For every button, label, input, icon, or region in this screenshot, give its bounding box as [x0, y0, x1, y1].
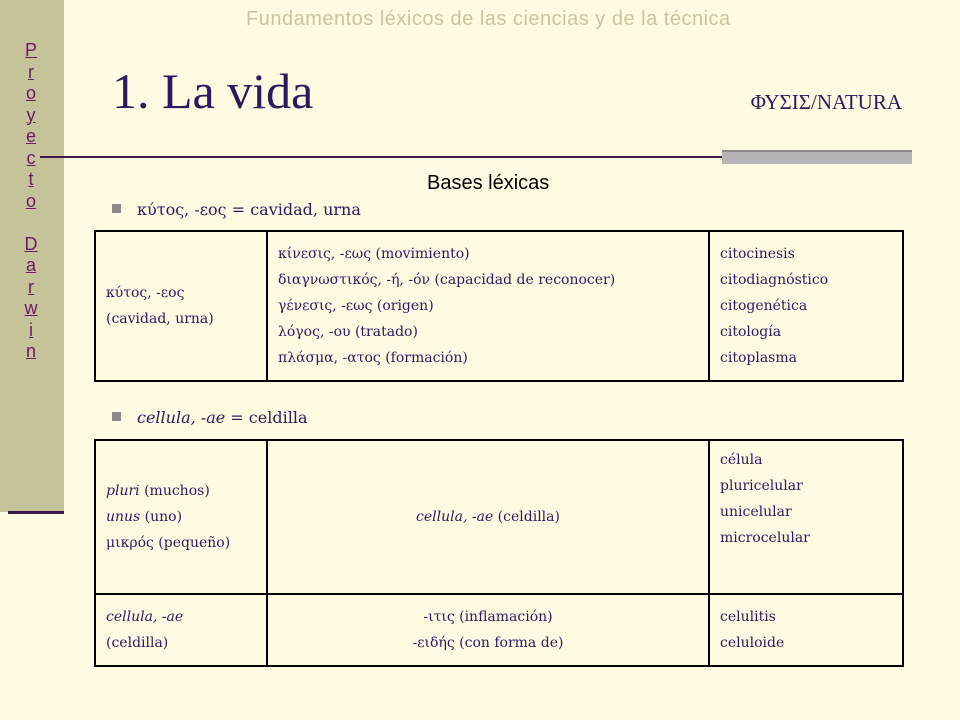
- bullet-square-icon: [112, 204, 121, 213]
- component-greek: λόγος, -ου: [278, 324, 351, 340]
- bullet-latin: cellula, -ae: [137, 408, 226, 427]
- component-item: [278, 345, 698, 371]
- prefix-word: unus: [106, 509, 141, 525]
- component-meaning: (capacidad de reconocer): [430, 272, 616, 288]
- component-item: [278, 267, 698, 293]
- bullet-cellula: [112, 408, 307, 427]
- table-kytos: [94, 230, 904, 382]
- bullet-kytos: [112, 200, 361, 219]
- component-item: [278, 241, 698, 267]
- table-cell-root: [95, 594, 267, 666]
- bullet-square-icon: [112, 412, 121, 421]
- table-row: [95, 440, 903, 594]
- root-latin: cellula, -ae: [106, 609, 184, 625]
- derived-word: célula: [720, 452, 763, 468]
- bullet-meaning: = cavidad, urna: [226, 200, 361, 219]
- component-meaning: (movimiento): [371, 246, 470, 262]
- derived-word: celulitis: [720, 609, 776, 625]
- sidebar-letter[interactable]: i: [29, 319, 33, 340]
- derived-word: celuloide: [720, 635, 785, 651]
- sidebar-letter[interactable]: D: [24, 233, 38, 254]
- prefix-word: μικρός: [106, 535, 154, 551]
- suffix-greek: -ιτις: [423, 609, 455, 625]
- root-latin: cellula, -ae: [416, 509, 494, 525]
- table-cell-components: [267, 231, 709, 381]
- sidebar-letter[interactable]: r: [28, 276, 34, 297]
- suffix-greek: -ειδής: [412, 635, 455, 651]
- derived-word: microcelular: [720, 530, 810, 546]
- sidebar-letter[interactable]: a: [25, 255, 36, 275]
- suffix-item: [278, 604, 698, 630]
- suffix-meaning: (con forma de): [454, 635, 564, 651]
- rule-accent-line: [722, 150, 912, 152]
- slide-subtitle: ΦΥΣΙΣ/NATURA: [750, 90, 902, 114]
- sidebar-letter[interactable]: t: [28, 169, 34, 189]
- section-heading: Bases léxicas: [427, 172, 550, 194]
- root-greek: κύτος, -εος: [106, 285, 185, 301]
- component-greek: κίνεσις, -εως: [278, 246, 372, 262]
- bullet-greek: κύτος, -εος: [137, 200, 227, 219]
- sidebar-letter[interactable]: e: [25, 126, 36, 146]
- prefix-item: [106, 478, 256, 504]
- suffix-meaning: (inflamación): [454, 609, 553, 625]
- root-meaning: (celdilla): [493, 509, 560, 525]
- root-meaning: (celdilla): [106, 635, 169, 651]
- prefix-item: [106, 504, 256, 530]
- component-item: [278, 319, 698, 345]
- table-row: [95, 231, 903, 381]
- derived-word: unicelular: [720, 504, 792, 520]
- sidebar-letter[interactable]: w: [24, 298, 38, 318]
- suffix-item: [278, 630, 698, 656]
- sidebar-divider: [8, 511, 64, 514]
- sidebar-letter[interactable]: c: [26, 147, 36, 168]
- slide-title: 1. La vida: [112, 63, 314, 119]
- component-meaning: (formación): [380, 350, 468, 366]
- prefix-word: pluri: [106, 483, 140, 499]
- prefix-meaning: (uno): [140, 509, 183, 525]
- component-meaning: (origen): [372, 298, 434, 314]
- component-greek: διαγνωστικός, -ή, -όν: [278, 272, 431, 288]
- header-text: Fundamentos léxicos de las ciencias y de la técnica: [246, 8, 731, 30]
- sidebar-letter[interactable]: o: [25, 83, 36, 103]
- component-greek: γένεσις, -εως: [278, 298, 373, 314]
- component-meaning: (tratado): [350, 324, 418, 340]
- table-cell-derived: [709, 231, 903, 381]
- table-cell-root: [95, 231, 267, 381]
- sidebar-letter[interactable]: P: [24, 40, 37, 60]
- derived-word: citogenética: [720, 298, 808, 314]
- derived-word: citocinesis: [720, 246, 795, 262]
- sidebar-letter[interactable]: o: [25, 190, 36, 211]
- table-cell-root: [267, 440, 709, 594]
- table-cellula: [94, 439, 904, 667]
- derived-word: pluricelular: [720, 478, 803, 494]
- derived-word: citología: [720, 324, 782, 340]
- sidebar-gap: [18, 212, 44, 234]
- table-cell-prefixes: [95, 440, 267, 594]
- bullet-meaning: = celdilla: [225, 408, 308, 427]
- sidebar-letter[interactable]: r: [28, 61, 34, 82]
- prefix-meaning: (muchos): [139, 483, 210, 499]
- proyecto-darwin-link[interactable]: [18, 40, 44, 363]
- prefix-meaning: (pequeño): [153, 535, 231, 551]
- sidebar-letter[interactable]: y: [26, 104, 36, 125]
- component-greek: πλάσμα, -ατος: [278, 350, 381, 366]
- table-cell-suffixes: [267, 594, 709, 666]
- table-cell-derived: [709, 440, 903, 594]
- table-row: [95, 594, 903, 666]
- component-item: [278, 293, 698, 319]
- derived-word: citoplasma: [720, 350, 797, 366]
- prefix-item: [106, 530, 256, 556]
- derived-word: citodiagnóstico: [720, 272, 829, 288]
- sidebar-letter[interactable]: n: [25, 341, 36, 361]
- root-meaning: (cavidad, urna): [106, 311, 214, 327]
- rule-accent-bar: [722, 150, 912, 164]
- table-cell-derived: [709, 594, 903, 666]
